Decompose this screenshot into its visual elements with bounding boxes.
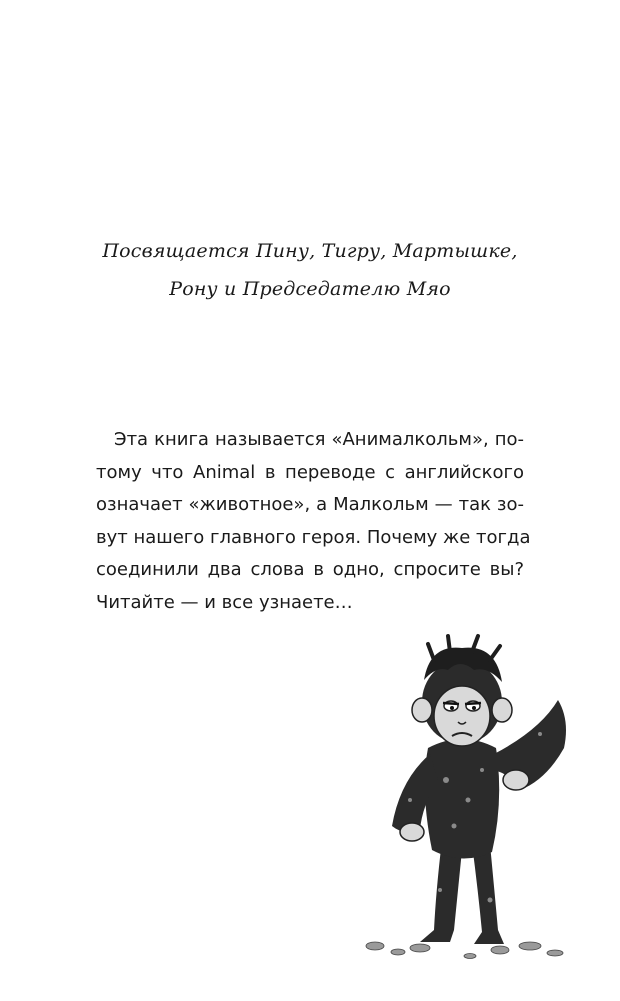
dedication-line-2: Рону и Председателю Мяо xyxy=(169,278,451,300)
intro-line: означает «животное», а Малкольм — так зо- xyxy=(96,494,524,515)
dedication xyxy=(0,232,620,308)
intro-line: Эта книга называется «Анималкольм», по- xyxy=(114,429,524,450)
dedication-line-1: Посвящается Пину, Тигру, Мартышке, xyxy=(102,240,518,262)
intro-line: вут нашего главного героя. Почему же тогда xyxy=(96,526,531,548)
monkey-illustration-icon xyxy=(350,630,590,970)
intro-line: тому что Animal в переводе с английского xyxy=(96,461,524,483)
intro-line: Читайте — и все узнаете… xyxy=(96,591,353,613)
intro-paragraph xyxy=(96,424,531,619)
intro-line: соединили два слова в одно, спросите вы? xyxy=(96,559,524,580)
